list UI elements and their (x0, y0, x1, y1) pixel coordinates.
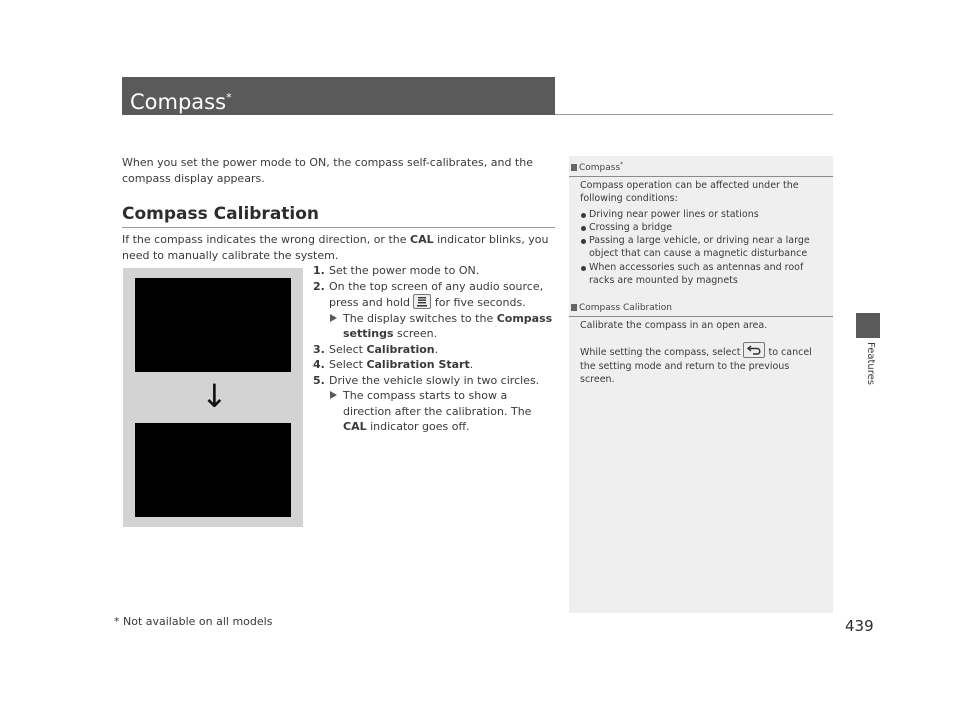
arrow-down-icon: ↓ (201, 377, 228, 415)
note-text: Compass operation can be affected under the following conditions: (580, 180, 799, 205)
calibration-figure (123, 268, 303, 527)
title-asterisk: * (226, 91, 232, 104)
section-description: If the compass indicates the wrong direction, or the CAL indicator blinks, you need to manually calibrate the system. (122, 233, 549, 262)
note-text: While setting the compass, select to cancel the setting mode and return to the previous screen. (580, 342, 821, 386)
step-1: 1. Set the power mode to ON. (313, 264, 480, 277)
result-arrow-icon (330, 314, 337, 322)
step-2-result: The display switches to the Compass settings screen. (313, 311, 558, 342)
note-flag-icon (571, 164, 577, 171)
step-5-result: The compass starts to show a direction after the calibration. The CAL indicator goes off. (313, 388, 558, 435)
display-screen-before (135, 278, 291, 372)
section-rule (122, 227, 555, 228)
footnote: * Not available on all models (114, 615, 273, 628)
notes-sidebar (569, 156, 833, 613)
note-compass-calibration (569, 302, 833, 388)
section-tab (856, 313, 880, 338)
step-3: 3. Select Calibration. (313, 342, 439, 356)
note-body (569, 319, 833, 386)
step-4: 4. Select Calibration Start. (313, 358, 474, 371)
note-bullet: When accessories such as antennas and roof racks are mounted by magnets (580, 261, 821, 288)
note-body (569, 179, 833, 287)
section-heading: Compass Calibration (122, 204, 320, 224)
step-5: 5. Drive the vehicle slowly in two circles. (313, 373, 540, 387)
note-compass (569, 159, 833, 287)
display-screen-after (135, 423, 291, 517)
page-title-text: Compass (130, 90, 227, 114)
menu-button-icon (413, 294, 431, 309)
note-bullet: Driving near power lines or stations (580, 208, 821, 221)
back-button-icon (743, 342, 765, 358)
step-list (313, 263, 558, 435)
section-tab-label: Features (865, 342, 876, 385)
title-rule (555, 114, 833, 115)
note-heading: Compass Calibration (569, 302, 833, 317)
cal-indicator-label: CAL (410, 233, 434, 246)
page-title (130, 86, 232, 114)
note-text: Calibrate the compass in an open area. (580, 320, 768, 331)
page-number: 439 (845, 617, 874, 635)
result-arrow-icon (330, 391, 337, 399)
note-bullet: Passing a large vehicle, or driving near a large object that can cause a magnetic disturbance (580, 234, 821, 261)
note-bullet: Crossing a bridge (580, 221, 821, 234)
note-heading: Compass* (569, 159, 833, 177)
intro-paragraph: When you set the power mode to ON, the compass self-calibrates, and the compass display appears. (122, 156, 533, 185)
step-2: 2. On the top screen of any audio source, press and hold for five seconds. (313, 279, 544, 309)
note-flag-icon (571, 304, 577, 311)
